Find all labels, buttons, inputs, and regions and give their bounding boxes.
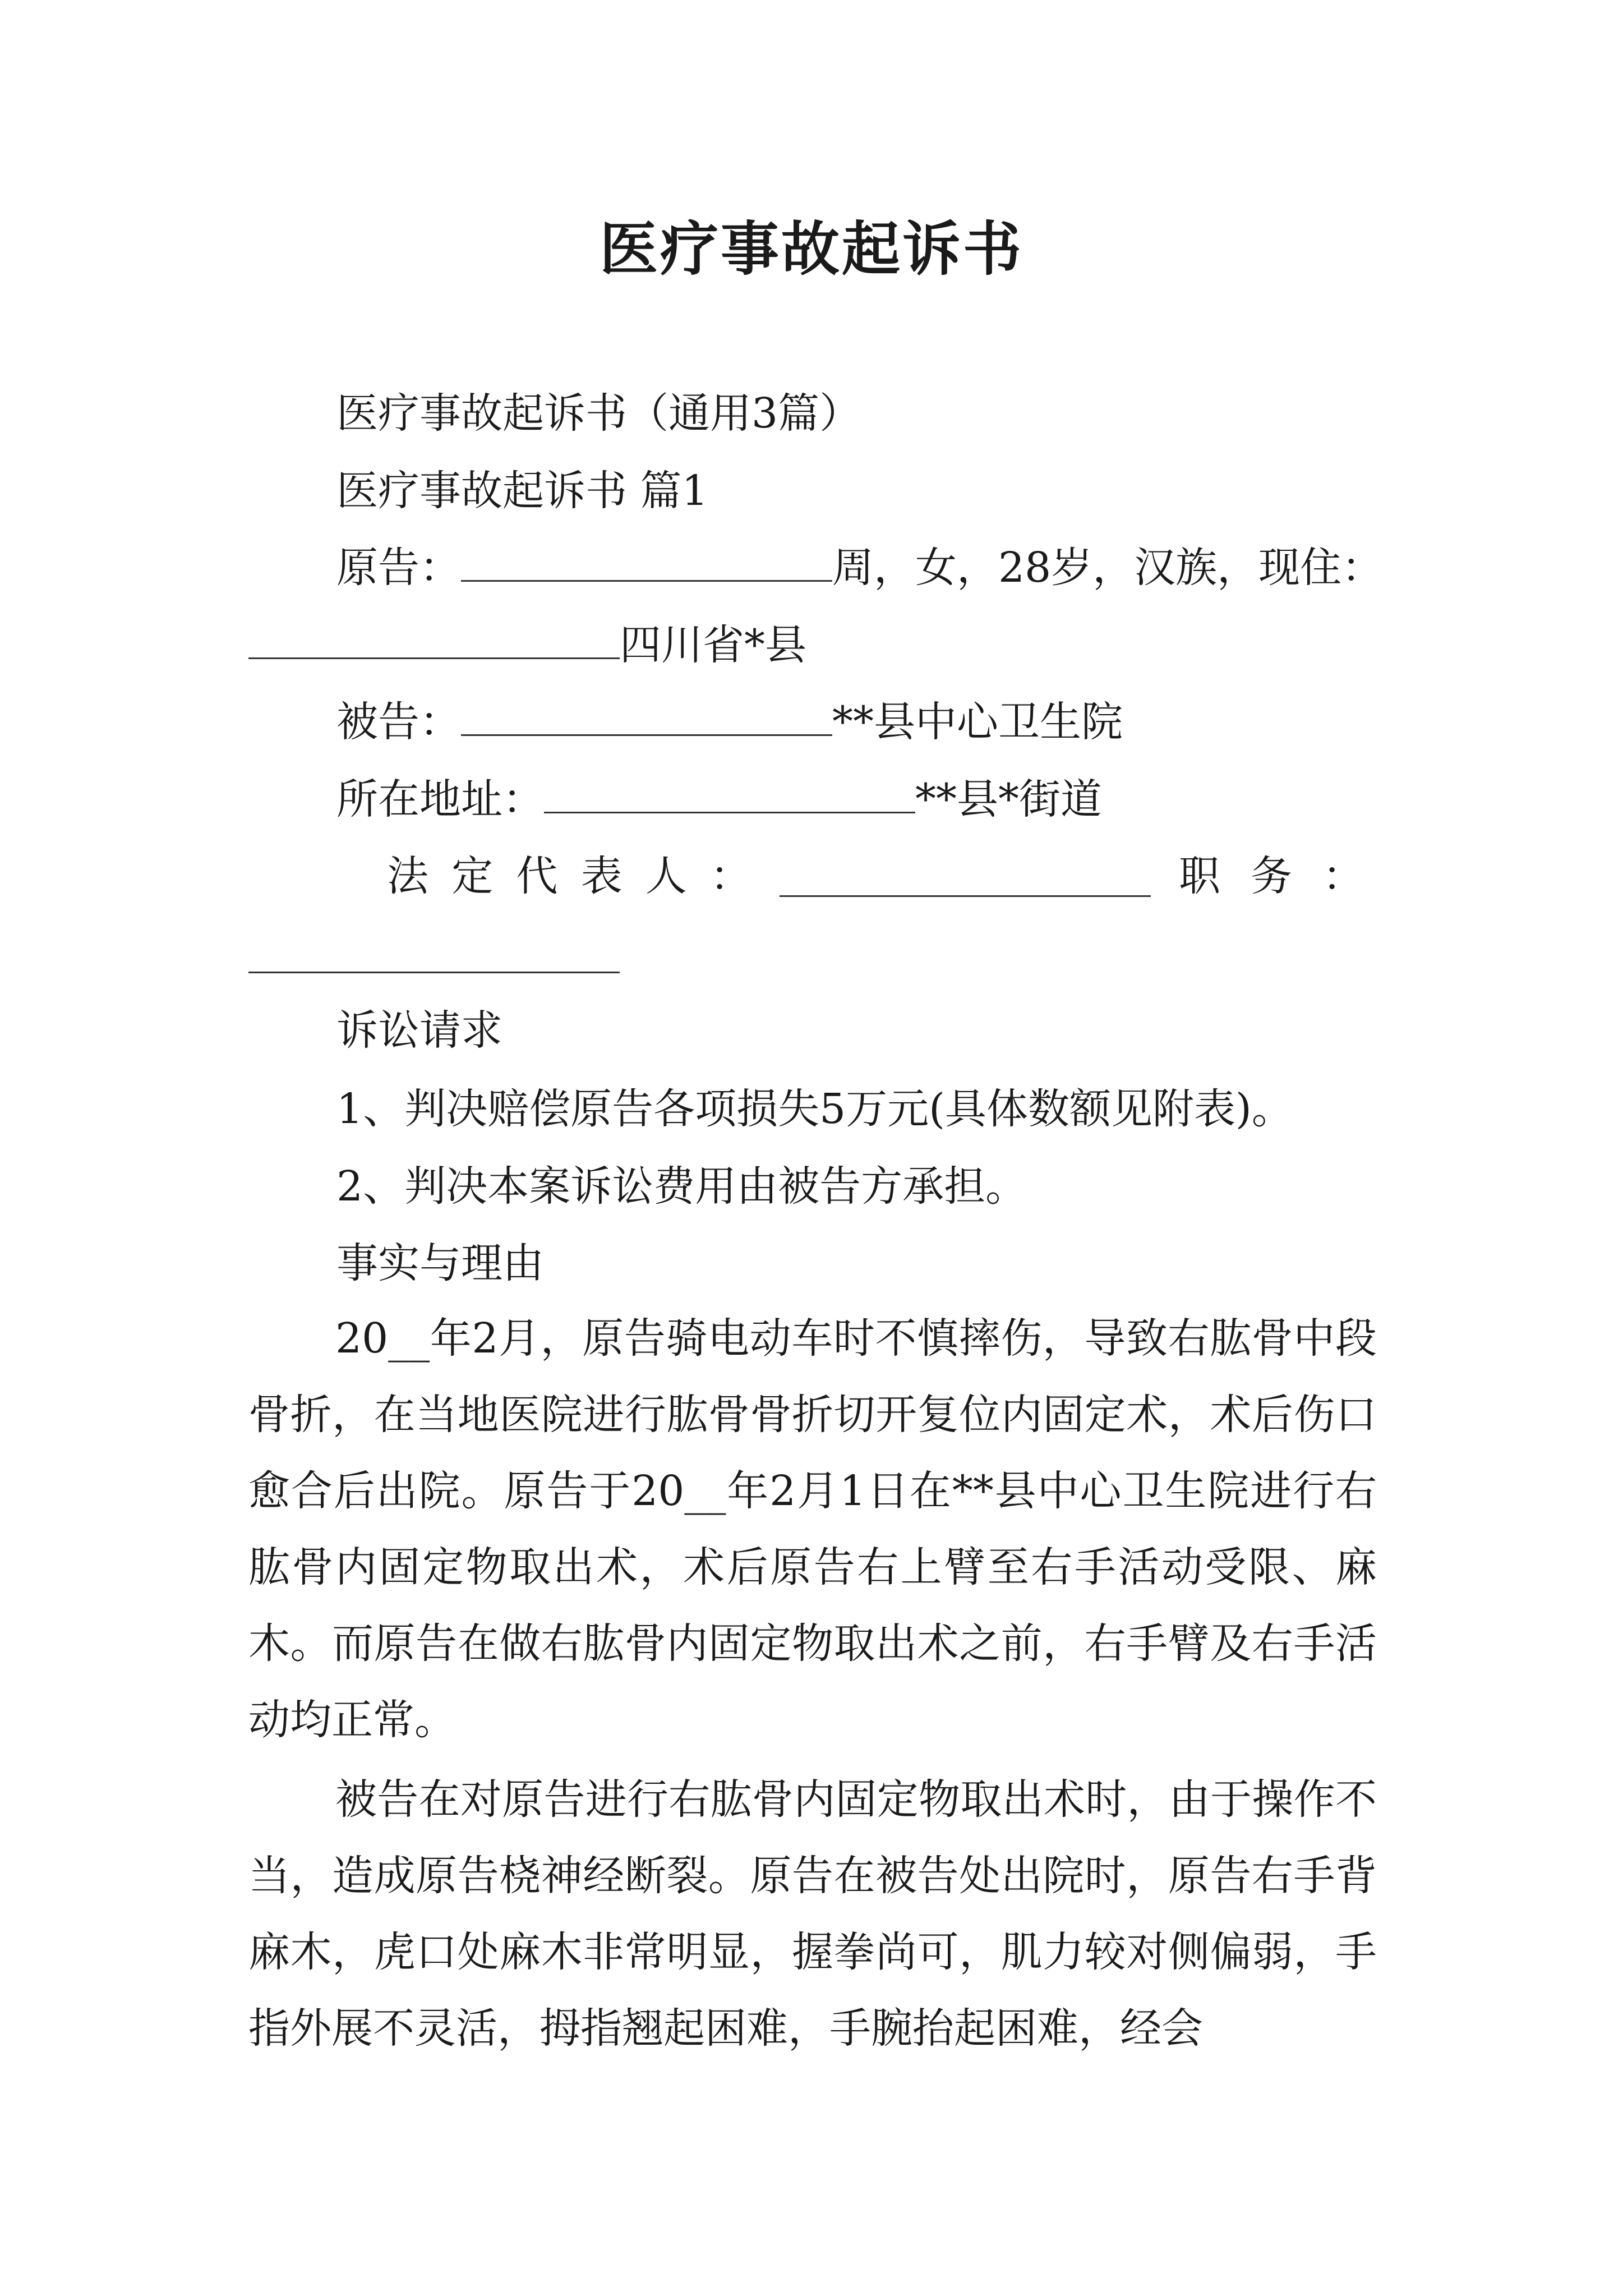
document-subtitle: 医疗事故起诉书（通用3篇） bbox=[336, 389, 861, 438]
plaintiff-address: 四川省*县 bbox=[620, 621, 806, 669]
facts-paragraph-1: 20__年2月，原告骑电动车时不慎摔伤，导致右肱骨中段骨折，在当地医院进行肱骨骨折切开复位内固定术，术后伤口愈合后出院。原告于20__年2月1日在**县中心卫生院进行右肱骨内固定物取出术，术后原告右上臂至右手活动受限、麻木。而原告在做右肱骨内固定物取出术之前，右手臂及右手活动均正常。 bbox=[248, 1314, 1377, 1744]
defendant-address-blank bbox=[544, 809, 915, 813]
defendant-blank bbox=[461, 732, 832, 736]
plaintiff-name-blank bbox=[461, 578, 832, 582]
facts-heading: 事实与理由 bbox=[336, 1239, 544, 1287]
plaintiff-info: 周，女，28岁，汉族，现住： bbox=[832, 544, 1384, 592]
representative-blank bbox=[780, 859, 1151, 897]
claims-heading: 诉讼请求 bbox=[336, 1006, 502, 1055]
plaintiff-label: 原告： bbox=[336, 544, 461, 592]
duty-label: 职 务 ： bbox=[1179, 852, 1364, 900]
claim-1: 1、判决赔偿原告各项损失5万元(具体数额见附表)。 bbox=[336, 1085, 1293, 1133]
section-heading: 医疗事故起诉书 篇1 bbox=[336, 467, 708, 515]
address-label: 所在地址： bbox=[336, 775, 544, 823]
defendant-address-line bbox=[336, 775, 1102, 823]
legal-representative-line bbox=[387, 852, 1380, 900]
defendant-label: 被告： bbox=[336, 698, 461, 746]
claim-2: 2、判决本案诉讼费用由被告方承担。 bbox=[336, 1162, 1027, 1211]
defendant-line bbox=[336, 698, 1123, 746]
representative-label: 法 定 代 表 人 ： bbox=[387, 852, 751, 900]
duty-blank bbox=[248, 972, 620, 973]
address-blank bbox=[248, 655, 620, 659]
facts-paragraph-2: 被告在对原告进行右肱骨内固定物取出术时，由于操作不当，造成原告桡神经断裂。原告在被告处出院时，原告右手背麻木，虎口处麻木非常明显，握拳尚可，肌力较对侧偏弱，手指外展不灵活，拇指翘起困难，手腕抬起困难，经会 bbox=[248, 1775, 1377, 2053]
plaintiff-address-line bbox=[248, 621, 806, 669]
document-title: 医疗事故起诉书 bbox=[599, 214, 1023, 283]
address-value: **县*街道 bbox=[915, 775, 1102, 823]
plaintiff-line bbox=[336, 544, 1384, 592]
defendant-name: **县中心卫生院 bbox=[832, 698, 1123, 746]
